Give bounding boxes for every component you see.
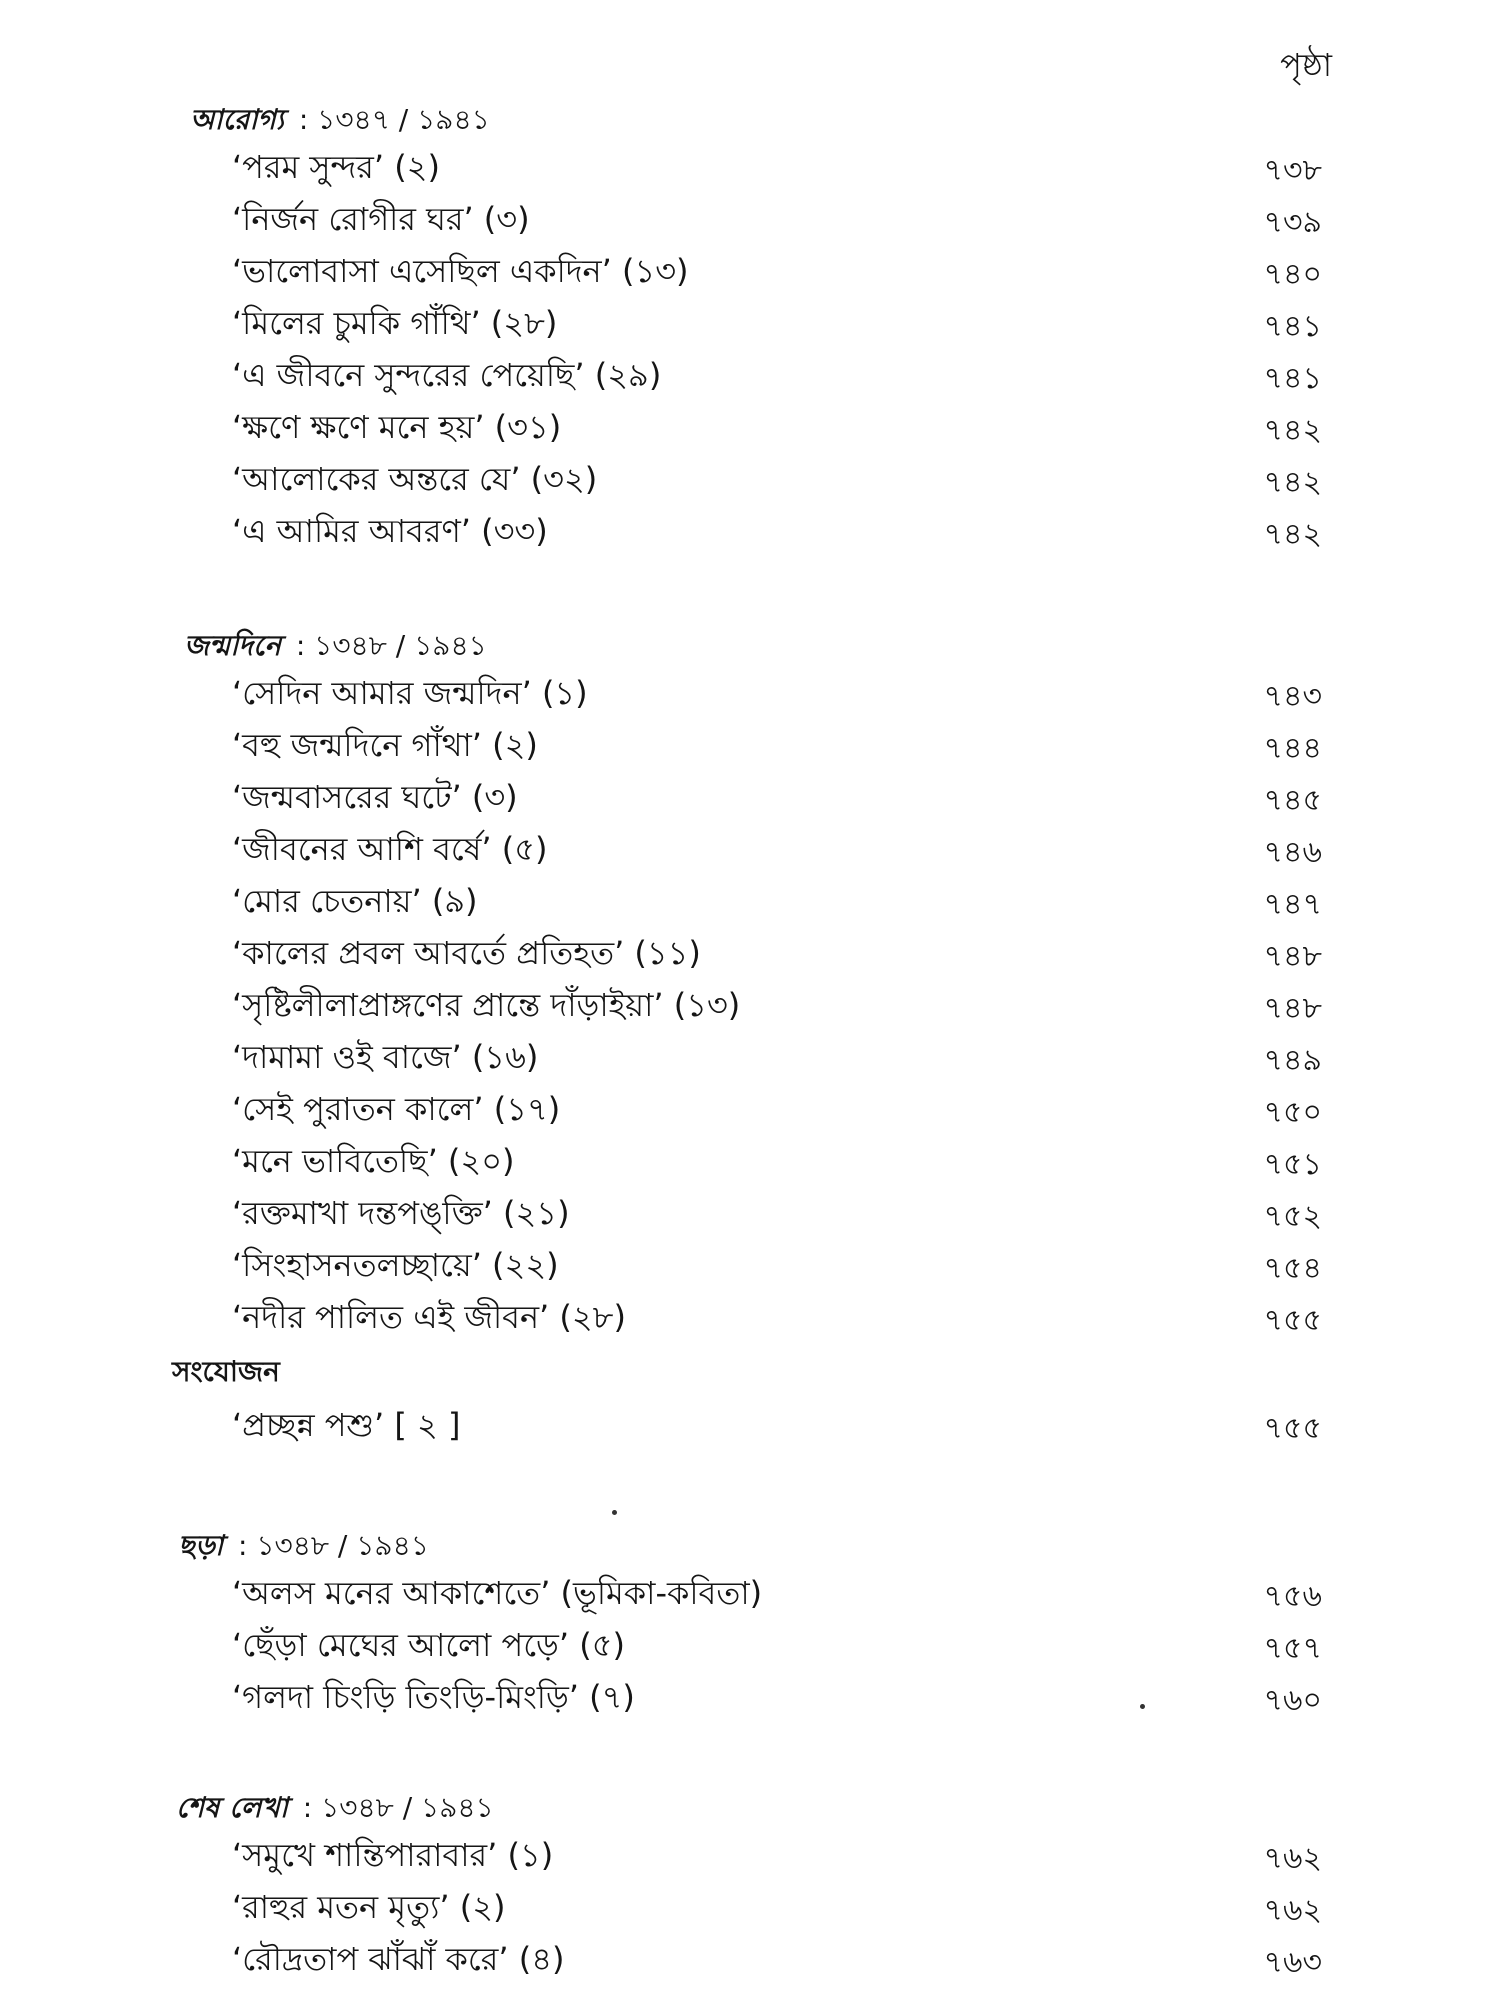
entry-page-number: ৭৪৮ <box>1263 991 1322 1026</box>
entry-title: ‘মনে ভাবিতেছি’ (২০) <box>232 1142 515 1180</box>
entry-page-number: ৭৫৫ <box>1263 1411 1322 1446</box>
entry-title: ‘কালের প্রবল আবর্তে প্রতিহত’ (১১) <box>232 934 701 972</box>
entry-title: ‘অলস মনের আকাশেতে’ (ভূমিকা-কবিতা) <box>232 1574 763 1612</box>
entry-page-number: ৭৫১ <box>1263 1147 1322 1182</box>
section-heading <box>178 1524 429 1571</box>
toc-entry <box>0 824 1500 876</box>
entry-page-number: ৭৪২ <box>1263 413 1322 448</box>
section-title: ছড়া <box>178 1529 224 1562</box>
toc-entry <box>0 1292 1500 1344</box>
entry-page-number: ৭৫০ <box>1263 1095 1322 1130</box>
toc-entry <box>0 1830 1500 1882</box>
stray-mark <box>612 1510 617 1515</box>
entry-title: ‘রাহুর মতন মৃত্যু’ (২) <box>232 1888 506 1926</box>
toc-entry <box>0 194 1500 246</box>
toc-entry <box>0 142 1500 194</box>
entry-page-number: ৭৪৬ <box>1263 835 1322 870</box>
toc-entry <box>0 980 1500 1032</box>
entry-title: ‘রৌদ্রতাপ ঝাঁঝাঁ করে’ (৪) <box>232 1940 565 1978</box>
toc-entry <box>0 454 1500 506</box>
toc-entry <box>0 1620 1500 1672</box>
toc-entry <box>0 928 1500 980</box>
toc-entry <box>0 772 1500 824</box>
toc-entry <box>0 298 1500 350</box>
entry-title: ‘মোর চেতনায়’ (৯) <box>232 882 478 920</box>
section-heading <box>176 1786 494 1833</box>
entry-title: ‘প্রচ্ছন্ন পশু’ [ ২ ] <box>232 1406 461 1444</box>
entry-title: ‘এ আমির আবরণ’ (৩৩) <box>232 512 548 550</box>
entry-title: ‘ছেঁড়া মেঘের আলো পড়ে’ (৫) <box>232 1626 625 1664</box>
toc-entry <box>0 350 1500 402</box>
entry-page-number: ৭৩৯ <box>1263 205 1322 240</box>
entry-page-number: ৭৪১ <box>1263 309 1322 344</box>
section-year: : ১৩৪৮ / ১৯৪১ <box>295 629 487 662</box>
toc-entry <box>0 1136 1500 1188</box>
entry-page-number: ৭৪২ <box>1263 465 1322 500</box>
entry-page-number: ৭৩৮ <box>1263 153 1322 188</box>
entry-page-number: ৭৪২ <box>1263 517 1322 552</box>
section-year: : ১৩৪৭ / ১৯৪১ <box>298 103 490 136</box>
entry-page-number: ৭৪৩ <box>1263 679 1322 714</box>
entry-title: ‘ভালোবাসা এসেছিল একদিন’ (১৩) <box>232 252 689 290</box>
entry-title: ‘আলোকের অন্তরে যে’ (৩২) <box>232 460 598 498</box>
entry-page-number: ৭৪০ <box>1263 257 1322 292</box>
section-year: : ১৩৪৮ / ১৯৪১ <box>237 1529 429 1562</box>
toc-entry <box>0 668 1500 720</box>
entry-title: ‘রক্তমাখা দন্তপঙ্‌ক্তি’ (২১) <box>232 1194 570 1232</box>
section-title: শেষ লেখা <box>176 1791 288 1824</box>
entry-page-number: ৭৪৪ <box>1263 731 1322 766</box>
entry-title: ‘জন্মবাসরের ঘটে’ (৩) <box>232 778 518 816</box>
entry-title: ‘দামামা ওই বাজে’ (১৬) <box>232 1038 539 1076</box>
entry-page-number: ৭৬২ <box>1263 1841 1322 1876</box>
entry-page-number: ৭৪৭ <box>1263 887 1322 922</box>
entry-page-number: ৭৪৯ <box>1263 1043 1322 1078</box>
stray-mark <box>1140 1704 1145 1709</box>
toc-entry <box>0 402 1500 454</box>
entry-title: ‘সৃষ্টিলীলাপ্রাঙ্গণের প্রান্তে দাঁড়াইয়া’ (১৩) <box>232 986 741 1024</box>
entry-title: ‘সমুখে শান্তিপারাবার’ (১) <box>232 1836 554 1874</box>
entry-title: ‘পরম সুন্দর’ (২) <box>232 148 440 186</box>
toc-entry <box>0 246 1500 298</box>
section-heading <box>190 98 490 145</box>
toc-entry <box>0 1672 1500 1724</box>
section-year: : ১৩৪৮ / ১৯৪১ <box>302 1791 494 1824</box>
entry-page-number: ৭৫৪ <box>1263 1251 1322 1286</box>
entry-page-number: ৭৬২ <box>1263 1893 1322 1928</box>
entry-title: ‘গলদা চিংড়ি তিংড়ি-মিংড়ি’ (৭) <box>232 1678 635 1716</box>
section-title: আরোগ্য <box>190 103 284 136</box>
page-column-label: পৃষ্ঠা <box>1280 46 1332 84</box>
toc-entry <box>0 506 1500 558</box>
toc-entry <box>0 1240 1500 1292</box>
entry-page-number: ৭৪৮ <box>1263 939 1322 974</box>
entry-title: ‘নদীর পালিত এই জীবন’ (২৮) <box>232 1298 626 1336</box>
entry-title: ‘সেই পুরাতন কালে’ (১৭) <box>232 1090 561 1128</box>
entry-page-number: ৭৬৩ <box>1263 1945 1322 1980</box>
toc-entry <box>0 1882 1500 1934</box>
entry-page-number: ৭৫৫ <box>1263 1303 1322 1338</box>
entry-page-number: ৭৫৭ <box>1263 1631 1322 1666</box>
entry-title: ‘ক্ষণে ক্ষণে মনে হয়’ (৩১) <box>232 408 562 446</box>
entry-title: ‘বহু জন্মদিনে গাঁথা’ (২) <box>232 726 538 764</box>
toc-entry <box>0 1032 1500 1084</box>
entry-title: ‘সিংহাসনতলচ্ছায়ে’ (২২) <box>232 1246 559 1284</box>
toc-entry <box>0 1084 1500 1136</box>
entry-title: ‘সেদিন আমার জন্মদিন’ (১) <box>232 674 588 712</box>
toc-entry <box>0 1934 1500 1986</box>
sub-heading-sangjojon: সংযোজন <box>172 1355 280 1388</box>
entry-page-number: ৭৪১ <box>1263 361 1322 396</box>
toc-entry <box>0 1568 1500 1620</box>
entry-page-number: ৭৫৬ <box>1263 1579 1322 1614</box>
entry-title: ‘নির্জন রোগীর ঘর’ (৩) <box>232 200 530 238</box>
section-heading <box>184 624 487 671</box>
entry-title: ‘মিলের চুমকি গাঁথি’ (২৮) <box>232 304 558 342</box>
entry-page-number: ৭৪৫ <box>1263 783 1322 818</box>
entry-title: ‘জীবনের আশি বর্ষে’ (৫) <box>232 830 548 868</box>
toc-entry <box>0 876 1500 928</box>
section-title: জন্মদিনে <box>184 629 281 662</box>
toc-entry <box>0 1188 1500 1240</box>
entry-page-number: ৭৫২ <box>1263 1199 1322 1234</box>
toc-entry <box>0 1400 1500 1452</box>
toc-entry <box>0 720 1500 772</box>
entry-title: ‘এ জীবনে সুন্দরের পেয়েছি’ (২৯) <box>232 356 662 394</box>
entry-page-number: ৭৬০ <box>1263 1683 1322 1718</box>
